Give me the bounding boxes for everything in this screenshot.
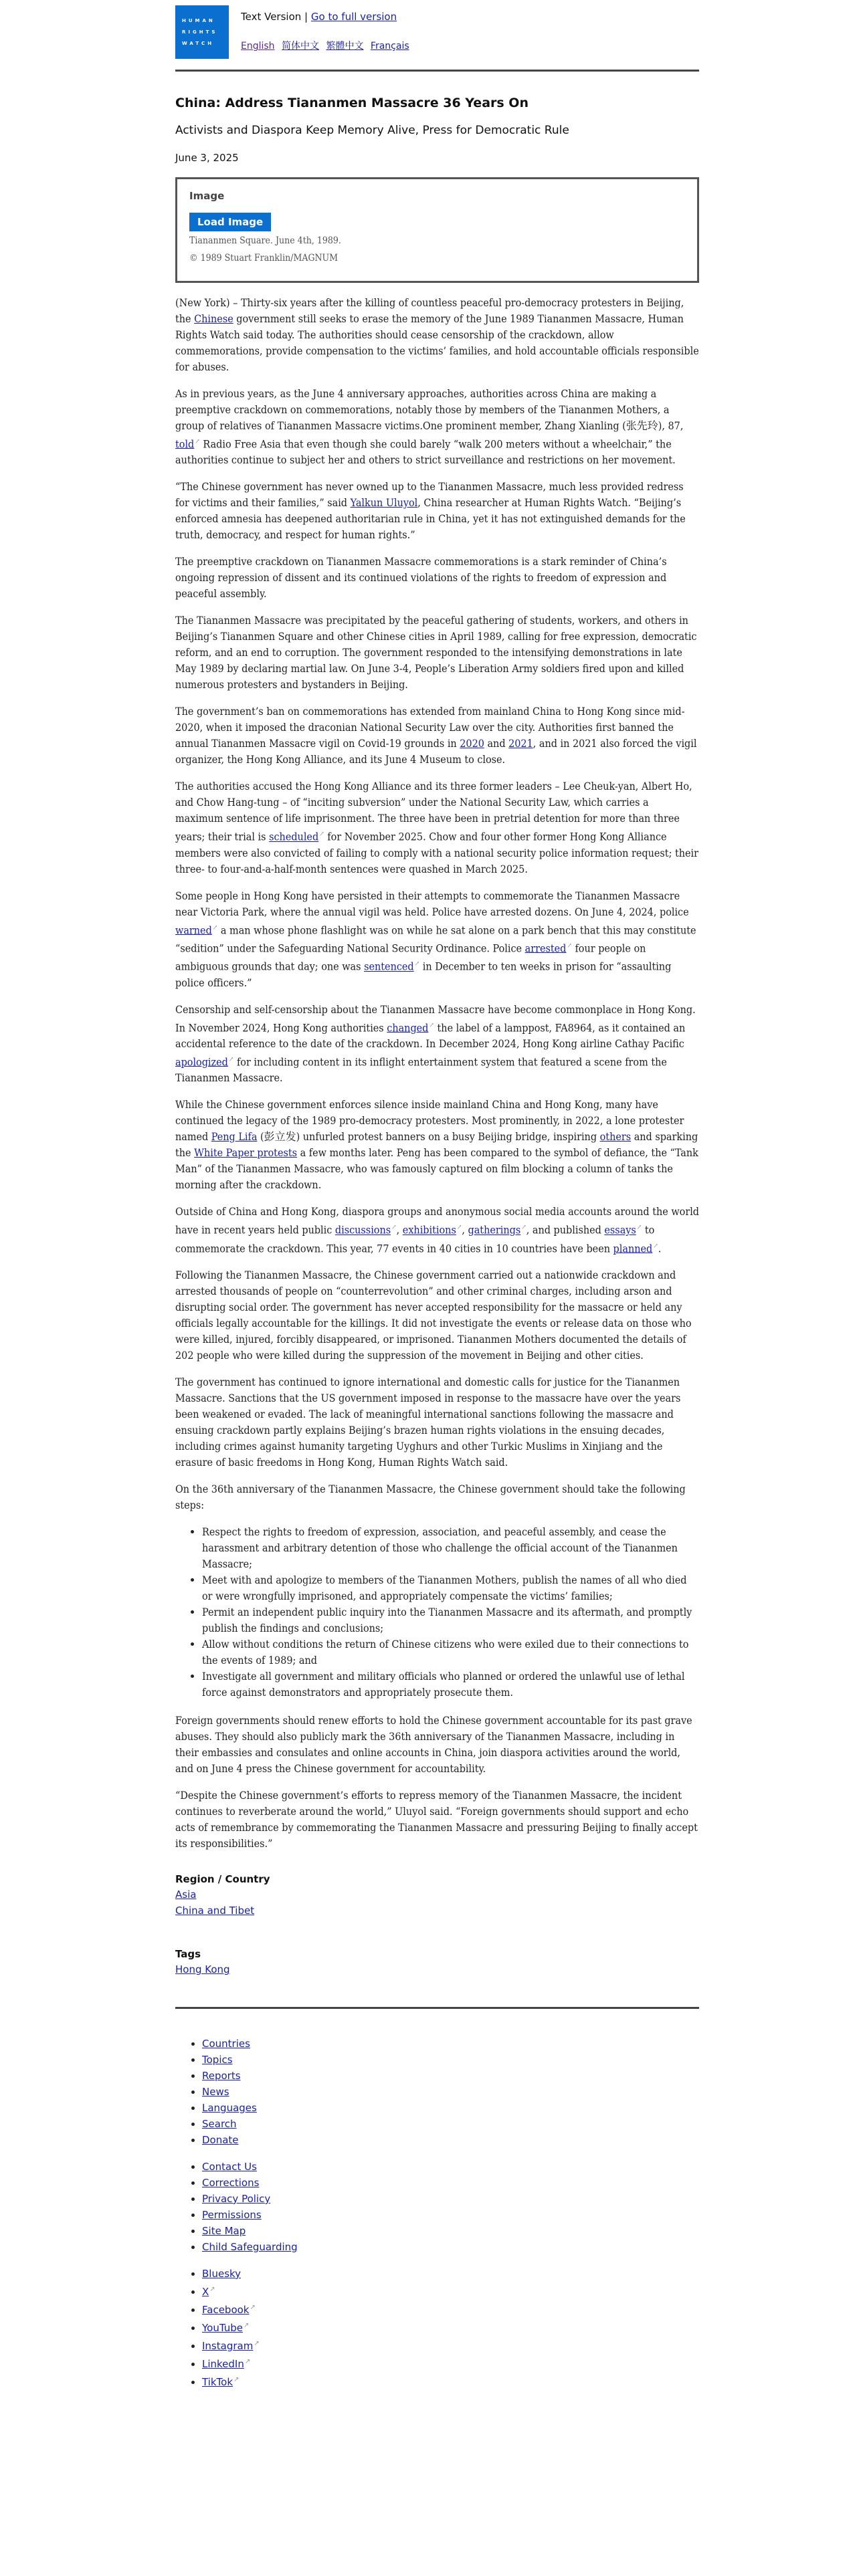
text-run: , and published [526, 1223, 605, 1237]
paragraph [175, 479, 699, 543]
site-footer [175, 2007, 699, 2390]
external-link-icon: ↗ [244, 2357, 251, 2365]
text-run: and [484, 737, 509, 750]
external-link-icon: ↗ [414, 960, 420, 968]
footer-item [202, 2318, 699, 2336]
inline-link[interactable]: changed [387, 1021, 429, 1034]
inline-link[interactable]: essays [604, 1223, 636, 1237]
inline-link[interactable]: warned [175, 923, 212, 936]
footer-item [202, 2300, 699, 2318]
paragraph [175, 778, 699, 877]
footer-link-countries[interactable]: Countries [202, 2037, 250, 2050]
external-link-icon: ↗ [244, 2321, 250, 2329]
lang-simplified-chinese[interactable]: 简体中文 [282, 41, 320, 51]
text-run: The government’s ban on commemorations has extended from mainland China to Hong Kong since mid-2020, when it imposed the draconian National Security Law over the city. Authorities first banned the annual Tiananmen Massacre vigil on Covid-19 grounds in [175, 705, 685, 750]
text-run: (彭立发) unfurled protest banners on a busy Beijing bridge, inspiring [257, 1130, 600, 1144]
lang-traditional-chinese[interactable]: 繁體中文 [326, 41, 364, 51]
text-version-label: Text Version [241, 11, 302, 23]
inline-link[interactable]: apologized [175, 1055, 228, 1069]
recommendation-item: • Investigate all government and military officials who planned or ordered the unlawful use of lethal force against demonstrators and appropriately prosecute them. [202, 1669, 699, 1701]
inline-link[interactable]: 2020 [460, 737, 484, 750]
image-label: Image [189, 190, 225, 202]
external-link-icon: ↗ [456, 1224, 462, 1232]
paragraph [175, 1788, 699, 1852]
image-placeholder [175, 177, 699, 283]
inline-link[interactable]: arrested [524, 942, 567, 955]
image-caption: Tiananmen Square. June 4th, 1989. [189, 235, 341, 246]
region-heading: Region / Country [175, 1872, 270, 1885]
language-switcher [241, 39, 413, 52]
text-run: “Despite the Chinese government’s efforts to repress memory of the Tiananmen Massacre, the incident continues to reverberate around the world,” Uluyol said. “Foreign governments should support and echo acts of remembrance by commemorating the Tiananmen Massacre and pressuring Beijing to finally accept its responsibilities.” [175, 1788, 698, 1850]
footer-link-child-safeguarding[interactable]: Child Safeguarding [202, 2240, 298, 2253]
inline-link[interactable]: Peng Lifa [211, 1130, 258, 1144]
tags-heading: Tags [175, 1947, 201, 1960]
external-link-icon: ↗ [195, 438, 200, 445]
page-subtitle: Activists and Diaspora Keep Memory Alive, Press for Democratic Rule [175, 124, 569, 137]
footer-link-site-map[interactable]: Site Map [202, 2224, 246, 2237]
text-run: Following the Tiananmen Massacre, the Chinese government carried out a nationwide crackdown and arrested thousands of people on “counterrevolution” and other criminal charges, including arson and disrupting social order. The government has never accepted responsibility for the massacre or held any officials legally accountable for the killings. It did not investigate the events or release data on those who were killed, injured, forcibly disappeared, or imprisoned. Tiananmen Mothers documented the details of 202 people who were killed during the suppression of the movement in Beijing and other cities. [175, 1268, 692, 1362]
footer-item [202, 2266, 699, 2282]
text-run: Censorship and self-censorship about the Tiananmen Massacre have become commonplace in Hong Kong. In November 2024, Hong Kong authorities [175, 1002, 696, 1034]
text-run: Outside of China and Hong Kong, diaspora groups and anonymous social media accounts around the world have in recent years held public [175, 1205, 700, 1237]
external-link-icon: ↗ [521, 1224, 527, 1232]
text-run: four people on ambiguous grounds that day; one was [175, 942, 646, 973]
footer-link-facebook[interactable]: Facebook [202, 2303, 250, 2316]
article-body [175, 295, 699, 1513]
text-run: Radio Free Asia that even though she could barely “walk 200 meters without a wheelchair,” the authorities continue to subject her and others to strict surveillance and restrictions on her movement. [175, 437, 676, 467]
footer-link-topics[interactable]: Topics [202, 2053, 233, 2066]
tag-link-hong-kong[interactable]: Hong Kong [175, 1963, 230, 1975]
inline-link[interactable]: 2021 [508, 737, 533, 750]
footer-item [202, 2191, 699, 2207]
footer-item [202, 2132, 699, 2148]
text-run: . [658, 1241, 662, 1255]
text-run: in December to ten weeks in prison for “assaulting police officers.” [175, 960, 672, 989]
inline-link[interactable]: planned [613, 1241, 653, 1255]
footer-link-permissions[interactable]: Permissions [202, 2208, 262, 2221]
recommendation-item: • Permit an independent public inquiry into the Tiananmen Massacre and its aftermath, and promptly publish the findings and conclusions; [202, 1604, 699, 1636]
external-link-icon: ↗ [653, 1242, 658, 1250]
inline-link[interactable]: White Paper protests [194, 1146, 298, 1160]
text-run: to commemorate the crackdown. This year, 77 events in 40 cities in 10 countries have been [175, 1223, 655, 1255]
text-run: Some people in Hong Kong have persisted in their attempts to commemorate the Tiananmen Massacre near Victoria Park, where the annual vigil was held. Police have arrested dozens. On June 4, 2024, police [175, 889, 689, 918]
text-run: (New York) – Thirty-six years after the killing of countless peaceful pro-democracy protesters in Beijing, the [175, 296, 684, 325]
text-run: As in previous years, as the June 4 anniversary approaches, authorities across China are making a preemptive crackdown on commemorations, notably those by members of the Tiananmen Mothers, a group of relatives of Tiananmen Massacre victims.One prominent member, Zhang Xianling (张先玲), 87, [175, 387, 684, 432]
external-link-icon: ↗ [212, 924, 218, 932]
footer-item [202, 2159, 699, 2175]
hrw-logo[interactable] [175, 5, 229, 59]
footer-item [202, 2068, 699, 2084]
footer-item [202, 2239, 699, 2255]
logo-line: HUMAN [182, 17, 215, 23]
text-run: On the 36th anniversary of the Tiananmen Massacre, the Chinese government should take the following steps: [175, 1482, 686, 1511]
inline-link[interactable]: scheduled [269, 830, 319, 843]
text-run: and sparking the [175, 1130, 698, 1160]
logo-line: WATCH [182, 40, 215, 46]
external-link-icon: ↗ [254, 2339, 260, 2347]
text-run: The authorities accused the Hong Kong Alliance and its three former leaders – Lee Cheuk-yan, Albert Ho, and Chow Hang-tung – of “inciting subversion” under the National Security Law, which carries a maximum sentence of life imprisonment. The three have been in pretrial detention for more than three years; their trial is [175, 780, 692, 843]
text-run: , [462, 1223, 468, 1237]
inline-link[interactable]: sentenced [364, 960, 414, 973]
region-link-china-tibet[interactable]: China and Tibet [175, 1904, 255, 1917]
footer-info-list [175, 2159, 699, 2255]
page-title: China: Address Tiananmen Massacre 36 Years On [175, 96, 529, 110]
footer-link-youtube[interactable]: YouTube [202, 2321, 243, 2334]
text-run: for including content in its inflight entertainment system that featured a scene from the Tiananmen Massacre. [175, 1055, 667, 1085]
text-run: The Tiananmen Massacre was precipitated by the peaceful gathering of students, workers, and others in Beijing’s Tiananmen Square and other Chinese cities in April 1989, calling for free expression, democratic reform, and an end to corruption. The government responded to the intensifying demonstrations in late May 1989 by declaring martial law. On June 3-4, People’s Liberation Army soldiers fired upon and killed numerous protesters and bystanders in Beijing. [175, 614, 697, 691]
footer-link-languages[interactable]: Languages [202, 2101, 257, 2114]
paragraph [175, 1097, 699, 1193]
footer-link-bluesky[interactable]: Bluesky [202, 2267, 242, 2280]
footer-social-list [175, 2266, 699, 2390]
external-link-icon: ↗ [209, 2285, 215, 2293]
footer-link-reports[interactable]: Reports [202, 2069, 241, 2082]
external-link-icon: ↗ [391, 1224, 397, 1232]
footer-item [202, 2084, 699, 2100]
lang-english[interactable]: English [241, 41, 275, 51]
footer-link-corrections[interactable]: Corrections [202, 2176, 260, 2189]
inline-link[interactable]: gatherings [468, 1223, 521, 1237]
footer-divider [175, 2007, 699, 2009]
inline-link[interactable]: exhibitions [402, 1223, 456, 1237]
article-meta [175, 1873, 699, 1977]
text-run: Foreign governments should renew efforts to hold the Chinese government accountable for its past grave abuses. They should also publicly mark the 36th anniversary of the Tiananmen Massacre, including in their embassies and consulates and online accounts in China, join diaspora activities around the world, and on June 4 press the Chinese government for accountability. [175, 1713, 692, 1775]
text-run: “The Chinese government has never owned up to the Tiananmen Massacre, much less provided redress for victims and their families,” said [175, 480, 684, 510]
footer-item [202, 2052, 699, 2068]
inline-link[interactable]: others [599, 1130, 632, 1144]
text-run: government still seeks to erase the memory of the June 1989 Tiananmen Massacre, Human Rights Watch said today. The authorities should cease censorship of the crackdown, allow commemorations, provide compensation to the victims’ families, and hold accountable officials responsible for abuses. [175, 312, 699, 373]
text-run: the label of a lamppost, FA8964, as it contained an accidental reference to the date of the crackdown. In December 2024, Hong Kong airline Cathay Pacific [175, 1021, 686, 1050]
footer-link-privacy-policy[interactable]: Privacy Policy [202, 2192, 271, 2205]
footer-item [202, 2354, 699, 2372]
footer-item [202, 2116, 699, 2132]
recommendation-item: • Meet with and apologize to members of the Tiananmen Mothers, publish the names of all who died or were wrongfully imprisoned, and appropriately compensate the victims’ families; [202, 1572, 699, 1604]
footer-link-search[interactable]: Search [202, 2117, 237, 2130]
paragraph [175, 704, 699, 768]
publish-date: June 3, 2025 [175, 152, 239, 164]
external-link-icon: ↗ [319, 831, 324, 839]
external-link-icon: ↗ [233, 2375, 240, 2383]
footer-link-x[interactable]: X [202, 2285, 209, 2298]
footer-nav-list [175, 2036, 699, 2148]
paragraph [175, 1204, 699, 1257]
footer-item [202, 2223, 699, 2239]
footer-item [202, 2207, 699, 2223]
text-run: a man whose phone flashlight was on while he sat alone on a park bench that this may constitute “sedition” under the Safeguarding National Security Ordinance. Police [175, 923, 696, 955]
external-link-icon: ↗ [228, 1055, 234, 1063]
recommendation-item: • Respect the rights to freedom of expression, association, and peaceful assembly, and cease the harassment and arbitrary detention of those who challenge the official account of the Tiananmen Massacre; [202, 1524, 699, 1572]
header-divider [175, 70, 699, 72]
paragraph [175, 1267, 699, 1364]
paragraph [175, 1002, 699, 1087]
recommendation-item: • Allow without conditions the return of Chinese citizens who were exiled due to their connections to the events of 1989; and [202, 1636, 699, 1669]
text-run: for November 2025. Chow and four other former Hong Kong Alliance members were also convicted of failing to comply with a national security police information request; their three- to four-and-a-half-month sentences were quashed in March 2025. [175, 830, 699, 875]
footer-link-contact-us[interactable]: Contact Us [202, 2160, 257, 2173]
paragraph [175, 1374, 699, 1471]
text-run: The preemptive crackdown on Tiananmen Massacre commemorations is a stark reminder of China’s ongoing repression of dissent and its continued violations of the rights to freedom of expression and peaceful assembly. [175, 555, 667, 601]
footer-item [202, 2036, 699, 2052]
inline-link[interactable]: discussions [335, 1223, 391, 1237]
load-image-button[interactable]: Load Image [189, 213, 271, 231]
lang-french[interactable]: Français [370, 41, 409, 51]
external-link-icon: ↗ [636, 1224, 642, 1232]
paragraph [175, 888, 699, 991]
external-link-icon: ↗ [567, 942, 572, 950]
text-run: , and in 2021 also forced the vigil organizer, the Hong Kong Alliance, and its June 4 Museum to close. [175, 737, 697, 766]
footer-item [202, 2372, 699, 2390]
text-run: The government has continued to ignore international and domestic calls for justice for the Tiananmen Massacre. Sanctions that the US government imposed in response to the massacre have over the years been weakened or evaded. The lack of meaningful international sanctions following the massacre and ensuing crackdown partly explains Beijing’s brazen human rights violations in the ensuing decades, including crimes against humanity targeting Uyghurs and other Turkic Muslims in Xinjiang and the erasure of basic freedoms in Hong Kong, Human Rights Watch said. [175, 1375, 681, 1469]
external-link-icon: ↗ [429, 1021, 434, 1029]
text-run: , China researcher at Human Rights Watch. “Beijing’s enforced amnesia has deepened authoritarian rule in China, yet it has not extinguished demands for the truth, democracy, and respect for human rights.” [175, 496, 686, 542]
paragraph [175, 295, 699, 375]
full-version-link[interactable]: Go to full version [310, 11, 397, 23]
footer-item [202, 2336, 699, 2354]
image-credit: © 1989 Stuart Franklin/MAGNUM [189, 253, 339, 263]
paragraph [175, 1713, 699, 1777]
footer-link-tiktok[interactable]: TikTok [202, 2375, 233, 2388]
inline-link[interactable]: Chinese [194, 312, 233, 325]
inline-link[interactable]: Yalkun Uluyol [350, 496, 418, 510]
version-bar [241, 11, 397, 23]
footer-link-donate[interactable]: Donate [202, 2133, 239, 2146]
footer-item [202, 2282, 699, 2300]
footer-item [202, 2175, 699, 2191]
inline-link[interactable]: told [175, 437, 195, 451]
paragraph [175, 613, 699, 693]
paragraph [175, 554, 699, 602]
external-link-icon: ↗ [250, 2303, 256, 2311]
site-header [175, 0, 699, 67]
footer-link-linkedin[interactable]: LinkedIn [202, 2357, 244, 2370]
footer-link-news[interactable]: News [202, 2085, 229, 2098]
text-run: , [396, 1223, 403, 1237]
text-run: a few months later. Peng has been compared to the symbol of defiance, the “Tank Man” of the Tiananmen Massacre, who was famously captured on film blocking a column of tanks the morning after the crackdown. [175, 1146, 698, 1192]
text-run: While the Chinese government enforces silence inside mainland China and Hong Kong, many have continued the legacy of the 1989 pro-democracy protesters. Most prominently, in 2022, a lone protester named [175, 1098, 684, 1144]
footer-item [202, 2100, 699, 2116]
footer-link-instagram[interactable]: Instagram [202, 2339, 254, 2352]
recommendations-list [175, 1524, 699, 1701]
paragraph [175, 386, 699, 468]
logo-line: RIGHTS [182, 29, 218, 35]
paragraph [175, 1481, 699, 1513]
article-closing [175, 1713, 699, 1852]
separator: | [304, 11, 308, 23]
region-link-asia[interactable]: Asia [175, 1888, 197, 1901]
